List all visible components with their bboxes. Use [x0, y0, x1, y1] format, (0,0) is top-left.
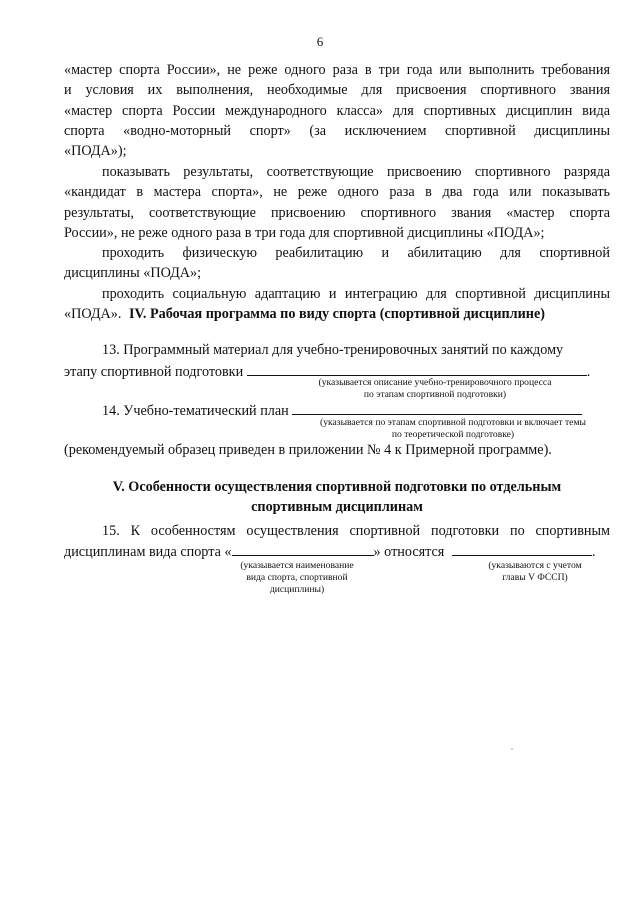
paragraph-requirements-continued [64, 60, 610, 161]
note-line: (указывается описание учебно-тренировочного процесса [318, 377, 552, 388]
item-15-footnote-left [232, 560, 362, 596]
item-15-line-2 [64, 541, 595, 561]
punctuation: . [591, 544, 596, 560]
page-number: 6 [316, 34, 324, 49]
item-13-footnote [290, 377, 580, 401]
item-15-line-1 [64, 521, 610, 541]
text-line: «ПОДА»); [64, 143, 127, 160]
note-line: по теоретической подготовке) [391, 429, 515, 440]
note-line: (указывается наименование [240, 560, 354, 571]
item-14-reference: (рекомендуемый образец приведен в приложении № 4 к Примерной программе). [64, 442, 552, 458]
note-line: (указывается по этапам спортивной подготовки и включает темы [320, 417, 586, 428]
text-line: этапу спортивной подготовки [64, 364, 244, 380]
features-blank[interactable] [452, 541, 592, 556]
text-line: 15. К особенностям осуществления спортивной подготовки по спортивным [102, 523, 610, 539]
text-line: «мастер спорта России международного класса» для спортивных дисциплин вида [64, 102, 610, 119]
text-line: России», не реже одного раза в три года для спортивной дисциплины «ПОДА»; [64, 224, 545, 241]
punctuation: . [586, 364, 591, 380]
text-line: и условия их выполнения, необходимые для присвоения спортивного звания [64, 82, 610, 99]
section-5-heading [64, 477, 610, 517]
text-line: дисциплины «ПОДА»; [64, 265, 202, 282]
section-4-heading: IV. Рабочая программа по виду спорта (спортивной дисциплине) [128, 306, 545, 322]
text-line: «мастер спорта России», не реже одного раза в три года или выполнить требования [64, 62, 610, 78]
heading-line: V. Особенности осуществления спортивной подготовки по отдельным [112, 479, 562, 495]
fill-in-blank[interactable] [247, 361, 587, 376]
fill-in-blank[interactable] [292, 400, 582, 415]
scan-speck [511, 748, 513, 750]
text-line: результаты, соответствующие присвоению спортивного звания «мастер спорта [64, 204, 610, 221]
text-line: показывать результаты, соответствующие присвоению спортивного разряда [102, 164, 610, 180]
text-line: «кандидат в мастера спорта», не реже одного раза в два года или показывать [64, 184, 610, 201]
item-13-line-1 [64, 340, 610, 360]
note-line: главы V ФССП) [502, 572, 568, 583]
heading-line: спортивным дисциплинам [251, 499, 423, 515]
text-line: дисциплинам вида спорта « [64, 544, 232, 560]
text-line: проходить социальную адаптацию и интеграцию для спортивной дисциплины [102, 286, 610, 302]
note-line: дисциплины) [269, 584, 325, 595]
sport-name-blank[interactable] [232, 541, 374, 556]
item-14-footnote [300, 417, 606, 441]
text-line: » относятся [373, 544, 445, 560]
text-line: 13. Программный материал для учебно-тренировочных занятий по каждому [102, 342, 564, 358]
item-15-footnote-right [470, 560, 600, 584]
note-line: (указываются с учетом [488, 560, 582, 571]
paragraph-show-results [64, 162, 610, 243]
text-line: «ПОДА». [64, 306, 122, 323]
text-line: проходить физическую реабилитацию и абилитацию для спортивной [102, 245, 610, 261]
text-line: 14. Учебно-тематический план [102, 403, 289, 419]
note-line: по этапам спортивной подготовки) [363, 389, 507, 400]
paragraph-rehabilitation [64, 243, 610, 284]
text-line: спорта «водно-моторный спорт» (за исключением спортивной дисциплины [64, 122, 610, 139]
note-line: вида спорта, спортивной [246, 572, 348, 583]
